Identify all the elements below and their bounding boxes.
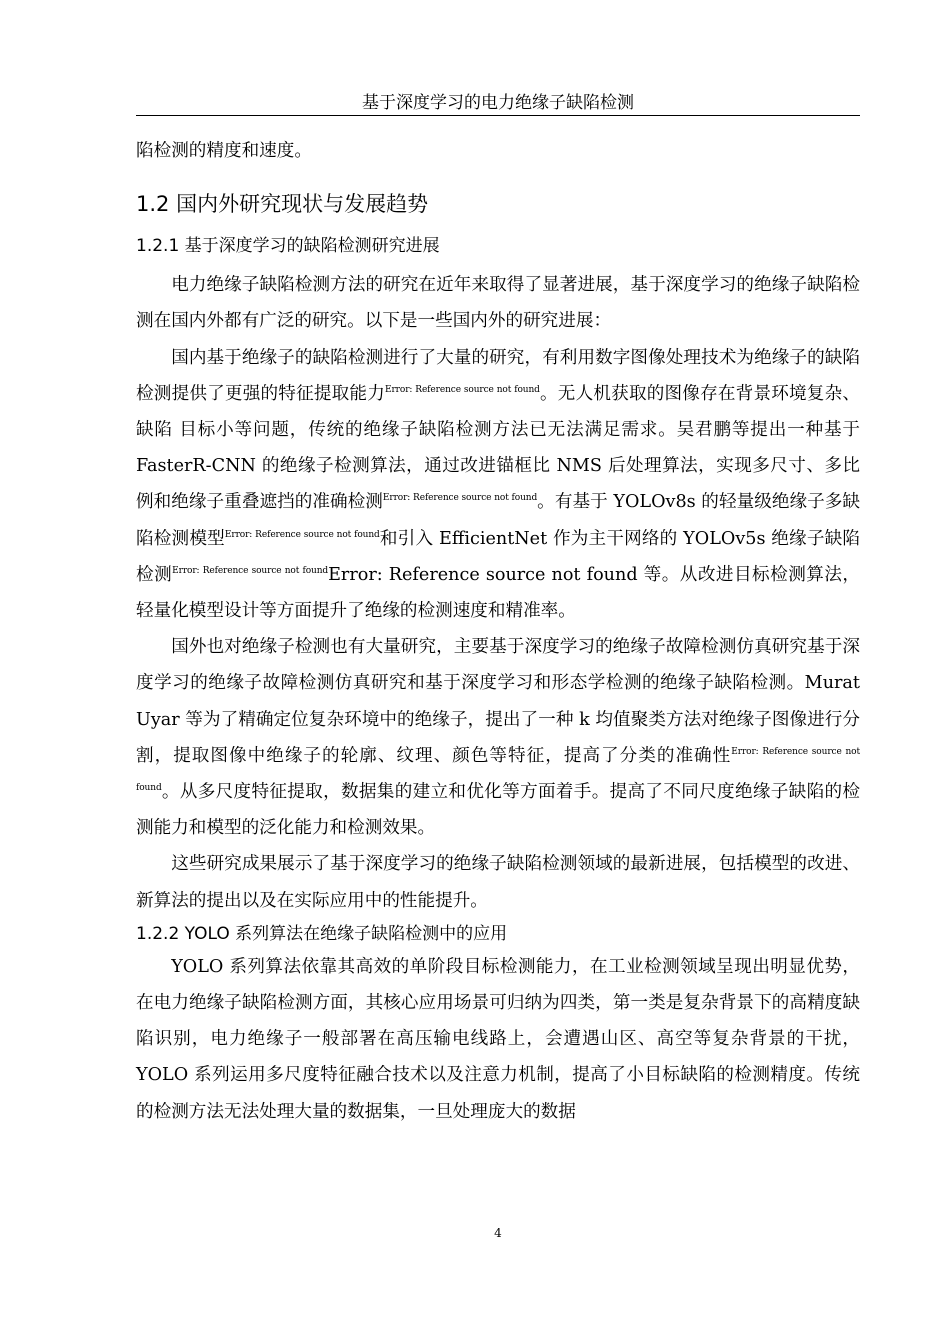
reference-error-marker: Error: Reference source not found xyxy=(224,529,380,540)
subsection-heading-1-2-1: 1.2.1 基于深度学习的缺陷检测研究进展 xyxy=(136,236,440,257)
reference-error-marker: Error: Reference source not found xyxy=(382,493,538,504)
page-body xyxy=(136,133,860,1130)
page-number: 4 xyxy=(494,1226,502,1240)
paragraph-text: 。从多尺度特征提取，数据集的建立和优化等方面着手。提高了不同尺度绝缘子缺陷的检测能力和模型的泛化能力和检测效果。 xyxy=(136,782,860,839)
running-header: 基于深度学习的电力绝缘子缺陷检测 xyxy=(362,93,634,113)
reference-error-marker: Error: Reference source not found xyxy=(385,384,540,395)
intro-continuation: 陷检测的精度和速度。 xyxy=(136,141,312,161)
paragraph-text: 。有基于 YOLOv8s 的轻量级绝缘子多缺陷检测模型 xyxy=(136,492,860,549)
section-heading-1-2: 1.2 国内外研究现状与发展趋势 xyxy=(136,192,429,217)
paragraph-text: 和引入 EfficientNet 作为主干网络的 YOLOv5s 绝缘子缺陷检测 xyxy=(136,528,860,585)
reference-error-marker: Error: Reference source not found xyxy=(136,746,860,794)
paragraph-text: 。无人机获取的图像存在背景环境复杂、缺陷 目标小等问题，传统的绝缘子缺陷检测方法已无法满足需求。吴君鹏等提出一种基于 FasterR-CNN 的绝缘子检测算法，通过改进锚框比 NMS 后处理算法，实现多尺寸、多比例和绝缘子重叠遮挡的准确检测 xyxy=(136,383,860,513)
paragraph-text: 国外也对绝缘子检测也有大量研究，主要基于深度学习的绝缘子故障检测仿真研究基于深度学习的绝缘子故障检测仿真研究和基于深度学习和形态学检测的绝缘子缺陷检测。Murat Uyar 等为了精确定位复杂环境中的绝缘子，提出了一种 k 均值聚类方法对绝缘子图像进行分割，提取图像中绝缘子的轮廓、纹理、颜色等特征，提高了分类的准确性 xyxy=(136,637,860,766)
reference-error-marker: Error: Reference source not found xyxy=(172,565,329,576)
header-divider xyxy=(136,115,860,116)
paragraph-domestic-research xyxy=(136,340,860,630)
paragraph-yolo-applications: YOLO 系列算法依靠其高效的单阶段目标检测能力，在工业检测领域呈现出明显优势，在电力绝缘子缺陷检测方面，其核心应用场景可归纳为四类，第一类是复杂背景下的高精度缺陷识别，电力绝缘子一般部署在高压输电线路上，会遭遇山区、高空等复杂背景的干扰，YOLO 系列运用多尺度特征融合技术以及注意力机制，提高了小目标缺陷的检测精度。传统的检测方法无法处理大量的数据集，一旦处理庞大的数据 xyxy=(136,956,860,1122)
paragraph-summary: 这些研究成果展示了基于深度学习的绝缘子缺陷检测领域的最新进展，包括模型的改进、新算法的提出以及在实际应用中的性能提升。 xyxy=(136,854,860,911)
paragraph-overview: 电力绝缘子缺陷检测方法的研究在近年来取得了显著进展，基于深度学习的绝缘子缺陷检测在国内外都有广泛的研究。以下是一些国内外的研究进展： xyxy=(136,275,860,332)
paragraph-foreign-research xyxy=(136,629,860,846)
paragraph-text: 国内基于绝缘子的缺陷检测进行了大量的研究，有利用数字图像处理技术为绝缘子的缺陷检测提供了更强的特征提取能力 xyxy=(136,347,860,404)
subsection-heading-1-2-2: 1.2.2 YOLO 系列算法在绝缘子缺陷检测中的应用 xyxy=(136,923,508,944)
paragraph-text: Error: Reference source not found 等。从改进目标检测算法，轻量化模型设计等方面提升了绝缘的检测速度和精准率。 xyxy=(136,564,860,622)
